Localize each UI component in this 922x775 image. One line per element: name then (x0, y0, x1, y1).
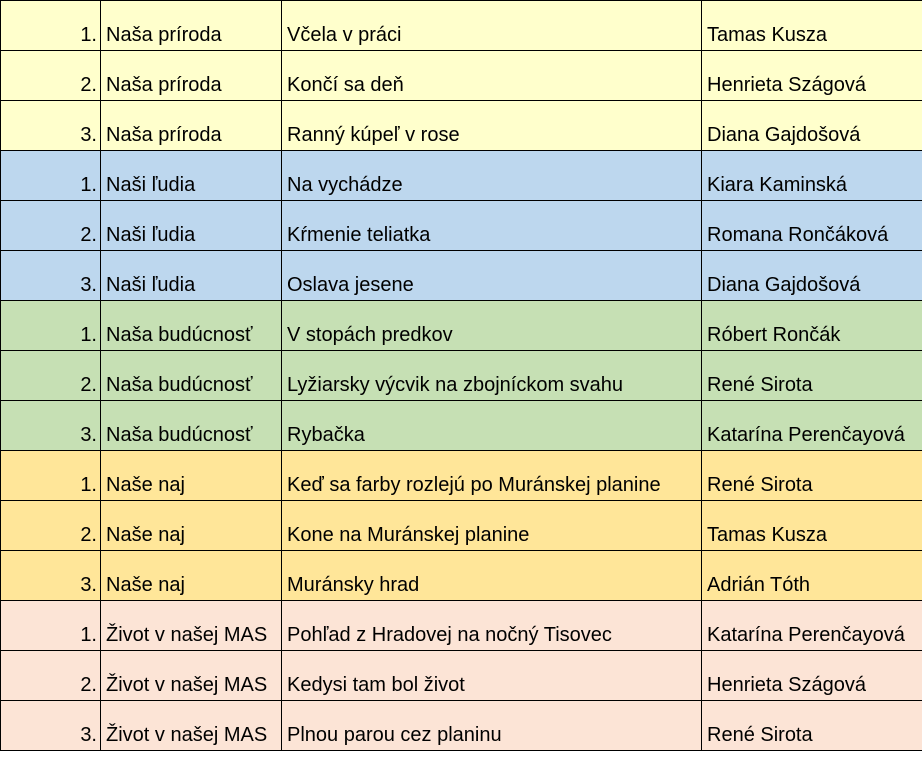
rank-cell: 2. (1, 51, 101, 101)
category-cell: Naša budúcnosť (101, 351, 282, 401)
rank-cell: 2. (1, 201, 101, 251)
table-row (1, 351, 922, 401)
category-cell: Naše naj (101, 501, 282, 551)
title-cell: Končí sa deň (282, 51, 702, 101)
category-cell: Naša príroda (101, 51, 282, 101)
author-cell: Adrián Tóth (702, 551, 922, 601)
table-row (1, 301, 922, 351)
rank-cell: 3. (1, 701, 101, 751)
rank-cell: 2. (1, 651, 101, 701)
table-row (1, 551, 922, 601)
category-cell: Naši ľudia (101, 201, 282, 251)
table-row (1, 151, 922, 201)
author-cell: Tamas Kusza (702, 501, 922, 551)
author-cell: Diana Gajdošová (702, 251, 922, 301)
title-cell: Lyžiarsky výcvik na zbojníckom svahu (282, 351, 702, 401)
author-cell: René Sirota (702, 451, 922, 501)
category-cell: Naša budúcnosť (101, 401, 282, 451)
author-cell: Henrieta Szágová (702, 51, 922, 101)
rank-cell: 3. (1, 251, 101, 301)
rank-cell: 1. (1, 601, 101, 651)
table-row (1, 51, 922, 101)
title-cell: Včela v práci (282, 1, 702, 51)
author-cell: Róbert Rončák (702, 301, 922, 351)
rank-cell: 3. (1, 101, 101, 151)
table-row (1, 451, 922, 501)
author-cell: Katarína Perenčayová (702, 601, 922, 651)
rank-cell: 3. (1, 551, 101, 601)
author-cell: Kiara Kaminská (702, 151, 922, 201)
category-cell: Naši ľudia (101, 151, 282, 201)
category-cell: Naše naj (101, 451, 282, 501)
table-row (1, 1, 922, 51)
table-row (1, 701, 922, 751)
title-cell: Kŕmenie teliatka (282, 201, 702, 251)
author-cell: Henrieta Szágová (702, 651, 922, 701)
table-row (1, 201, 922, 251)
table-row (1, 101, 922, 151)
category-cell: Život v našej MAS (101, 701, 282, 751)
table-row (1, 401, 922, 451)
rank-cell: 3. (1, 401, 101, 451)
rank-cell: 1. (1, 151, 101, 201)
title-cell: Na vychádze (282, 151, 702, 201)
title-cell: Rybačka (282, 401, 702, 451)
category-cell: Život v našej MAS (101, 601, 282, 651)
category-cell: Naši ľudia (101, 251, 282, 301)
category-cell: Naše naj (101, 551, 282, 601)
title-cell: Keď sa farby rozlejú po Muránskej planine (282, 451, 702, 501)
table-row (1, 501, 922, 551)
title-cell: Oslava jesene (282, 251, 702, 301)
title-cell: V stopách predkov (282, 301, 702, 351)
table-row (1, 251, 922, 301)
title-cell: Plnou parou cez planinu (282, 701, 702, 751)
author-cell: René Sirota (702, 701, 922, 751)
author-cell: Diana Gajdošová (702, 101, 922, 151)
author-cell: Katarína Perenčayová (702, 401, 922, 451)
rank-cell: 1. (1, 301, 101, 351)
rank-cell: 1. (1, 451, 101, 501)
title-cell: Kone na Muránskej planine (282, 501, 702, 551)
category-cell: Naša príroda (101, 101, 282, 151)
rank-cell: 2. (1, 501, 101, 551)
author-cell: Romana Rončáková (702, 201, 922, 251)
table-row (1, 601, 922, 651)
title-cell: Kedysi tam bol život (282, 651, 702, 701)
rank-cell: 1. (1, 1, 101, 51)
title-cell: Pohľad z Hradovej na nočný Tisovec (282, 601, 702, 651)
category-cell: Naša budúcnosť (101, 301, 282, 351)
title-cell: Muránsky hrad (282, 551, 702, 601)
category-cell: Naša príroda (101, 1, 282, 51)
author-cell: Tamas Kusza (702, 1, 922, 51)
author-cell: René Sirota (702, 351, 922, 401)
table-row (1, 651, 922, 701)
category-cell: Život v našej MAS (101, 651, 282, 701)
title-cell: Ranný kúpeľ v rose (282, 101, 702, 151)
rank-cell: 2. (1, 351, 101, 401)
